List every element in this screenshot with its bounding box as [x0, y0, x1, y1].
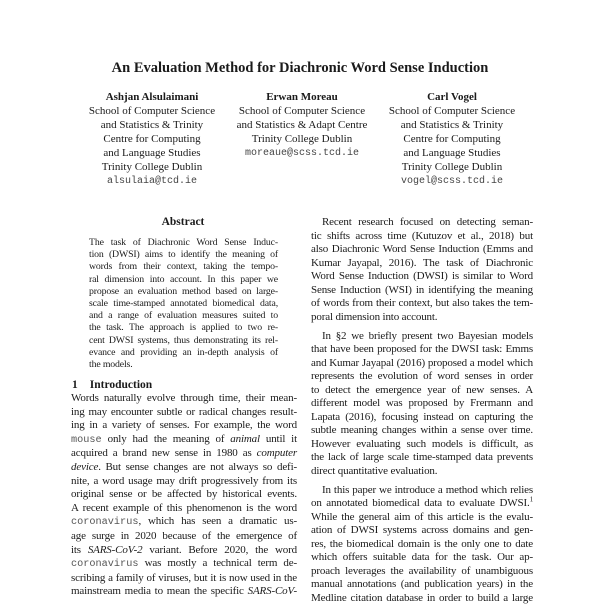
author-name: Erwan Moreau [266, 91, 338, 103]
section-title: Introduction [89, 379, 153, 391]
text-line [311, 243, 533, 257]
text-line [71, 557, 297, 572]
text-run[interactable]: cent DWSI systems, thus demonstrating its rel- [89, 334, 278, 346]
text-run[interactable]: The task of Diachronic Word Sense Induc- [89, 237, 278, 248]
italic-term: SARS-CoV-2 [87, 543, 143, 556]
text-line [89, 347, 278, 359]
text-run[interactable]: represents the evolution of word senses in order [311, 370, 533, 382]
author-affiliation-line: Trinity College Dublin [251, 133, 353, 145]
text-run[interactable]: Word Sense Induction (DWSI) is similar to Word [311, 270, 533, 282]
text-run[interactable]: poral dimension into account. [311, 310, 438, 323]
text-run[interactable]: proach leverages the availability of unambiguous [311, 564, 533, 577]
text-run[interactable]: the task. The approach is applied to two re- [89, 322, 278, 334]
right-column-text [311, 216, 533, 611]
author-affiliation-line: and Statistics & Adapt Centre [236, 119, 368, 131]
text-line [311, 343, 533, 357]
section-heading-introduction [72, 378, 152, 392]
text-line [71, 419, 297, 433]
text-run[interactable]: words from their context, taking the tempo- [89, 261, 278, 273]
text-run[interactable]: age surge in 2020 because of the emergence of [71, 529, 297, 542]
paragraph [311, 216, 533, 324]
abstract-heading: Abstract [161, 216, 205, 228]
code-term: mouse [71, 433, 102, 446]
text-run[interactable]: In §2 we briefly present two Bayesian models [322, 329, 533, 342]
text-line [71, 585, 297, 599]
text-line [89, 274, 278, 286]
author-affiliation-line: School of Computer Science [238, 105, 366, 117]
text-line [311, 357, 533, 371]
text-line [89, 322, 278, 334]
text-line [71, 475, 297, 489]
text-line [71, 572, 297, 586]
author-block [217, 90, 387, 161]
author-email: alsulaia@tcd.ie [106, 176, 197, 187]
paragraph [311, 330, 533, 479]
text-run[interactable]: propose an evaluation method based on large- [89, 285, 278, 297]
author-affiliation-line: School of Computer Science [388, 105, 516, 117]
paper-title: An Evaluation Method for Diachronic Word Sense Induction [111, 60, 489, 76]
text-run[interactable]: that have been proposed for the DWSI task: Emms [311, 343, 533, 355]
text-line [311, 484, 533, 498]
italic-term: computer [256, 447, 297, 460]
author-email: vogel@scss.tcd.ie [400, 176, 504, 187]
text-run[interactable]: its [71, 543, 88, 556]
text-run[interactable]: variant. Before 2020, the word [142, 543, 297, 556]
text-run[interactable]: and a range of evaluation measures suited to [89, 310, 278, 322]
text-line [89, 249, 278, 261]
text-line [71, 461, 297, 475]
text-line [311, 397, 533, 411]
text-run[interactable]: ral dimension into account. In this paper we [89, 273, 278, 285]
text-line [71, 433, 297, 448]
text-line [311, 465, 533, 479]
author-name: Carl Vogel [427, 91, 477, 103]
text-run[interactable]: the lack of large scale time-stamped data prevents [311, 451, 533, 463]
text-line [311, 578, 533, 592]
text-line [311, 592, 533, 606]
text-run[interactable]: tic shifts across time (Kutuzov et al., 2018) but [311, 229, 533, 242]
text-run[interactable]: . But sense changes are not always so defi- [98, 460, 297, 473]
text-line [311, 370, 533, 384]
text-line [311, 257, 533, 271]
author-affiliation-line: and Statistics & Trinity [400, 119, 504, 131]
text-run[interactable]: scale time-stamped annotated biomedical data, [89, 298, 278, 310]
text-run[interactable]: on annotated biomedical data to evaluate DWSI. [311, 497, 530, 509]
text-run[interactable]: original sense or be affected by historical events. [71, 488, 297, 501]
text-line [311, 284, 533, 298]
text-line [311, 411, 533, 425]
text-run[interactable]: nite, a word usage may drift progressively from its [71, 474, 297, 487]
text-line [311, 230, 533, 244]
author-name: Ashjan Alsulaimani [105, 91, 199, 103]
text-line [89, 237, 278, 249]
text-run[interactable]: While the general aim of this article is the evalu- [311, 510, 533, 523]
text-run[interactable]: evance and providing an in-depth analysis of [89, 346, 278, 358]
text-run[interactable]: and Kumar Jayapal (2016) proposed a model which [311, 356, 533, 369]
text-line [311, 216, 533, 230]
text-run[interactable]: tion (DWSI) aims to identify the meaning of [89, 249, 278, 261]
text-line [311, 311, 533, 325]
text-line [311, 451, 533, 465]
text-run[interactable]: However evaluating such models is difficult, as [311, 437, 533, 450]
text-run[interactable]: ing may encounter subtle or radical changes result- [71, 405, 297, 418]
text-run[interactable]: subtle meaning changes within a sense over time. [311, 424, 533, 436]
text-line [311, 438, 533, 452]
text-line [71, 515, 297, 530]
text-run[interactable]: mainstream media to mean the specific [71, 585, 248, 598]
text-run[interactable]: also Diachronic Word Sense Induction (Emms and [311, 243, 533, 255]
text-run[interactable]: A recent example of this phenomenon is the word [71, 501, 297, 514]
text-line [89, 310, 278, 322]
text-run[interactable]: Sense Induction (WSI) in identifying the meaning [311, 283, 533, 296]
author-affiliation-line: and Language Studies [103, 147, 201, 159]
text-run[interactable]: , which has seen a dramatic us- [138, 515, 297, 528]
italic-term: SARS-CoV- [247, 585, 297, 598]
text-line [71, 406, 297, 420]
text-line [89, 261, 278, 273]
text-line [311, 565, 533, 579]
footnote-marker[interactable]: 1 [529, 495, 533, 504]
text-run[interactable]: Recent research focused on detecting seman- [322, 216, 533, 228]
text-run[interactable]: which offers suitable data for the task. Our ap- [311, 551, 533, 563]
text-run[interactable]: manual annotations (and publication years) in the [311, 578, 533, 590]
text-run[interactable]: ation of DWSI systems across domains and gen- [311, 524, 533, 536]
text-run[interactable]: In this paper we introduce a method which relies [322, 483, 533, 496]
text-run[interactable]: was mostly a technical term de- [138, 557, 297, 570]
text-run[interactable]: until it [259, 432, 297, 445]
text-line [71, 447, 297, 461]
text-run[interactable]: only had the meaning of [101, 432, 231, 445]
italic-term: animal [230, 432, 260, 445]
text-line [311, 497, 533, 511]
text-run[interactable]: ing in a variety of senses. For example, the word [71, 419, 297, 432]
section-number: 1 [72, 379, 78, 391]
text-line [311, 424, 533, 438]
text-line [89, 298, 278, 310]
text-line [311, 551, 533, 565]
code-term: coronavirus [71, 516, 139, 529]
text-run[interactable]: direct quantitative evaluation. [311, 464, 438, 477]
paragraph [311, 484, 533, 606]
text-line [71, 530, 297, 544]
author-affiliation-line: Centre for Computing [403, 133, 501, 145]
code-term: coronavirus [71, 558, 139, 571]
introduction-text [71, 392, 297, 599]
text-line [89, 286, 278, 298]
text-run[interactable]: res, the biomedical domain is the only one to date [311, 537, 533, 550]
text-line [71, 502, 297, 516]
text-line [89, 335, 278, 347]
author-block [367, 90, 537, 189]
author-affiliation-line: and Language Studies [403, 147, 501, 159]
text-run[interactable]: to detect the emergence year of new senses. A [311, 383, 533, 396]
text-line [71, 392, 297, 406]
text-line [311, 538, 533, 552]
text-run[interactable]: acquired a brand new sense in 1980 as [71, 447, 257, 460]
text-run[interactable]: the models. [89, 359, 133, 371]
text-run[interactable]: Kumar Jayapal, 2016). The task of Diachronic [311, 256, 533, 269]
author-affiliation-line: Trinity College Dublin [101, 161, 203, 173]
text-line [311, 270, 533, 284]
text-line [311, 524, 533, 538]
text-line [311, 384, 533, 398]
text-line [71, 488, 297, 502]
text-run[interactable]: Lapata (2016), focusing instead on capturing the [311, 410, 533, 423]
author-affiliation-line: Trinity College Dublin [401, 161, 503, 173]
author-block [67, 90, 237, 189]
abstract-text [89, 237, 278, 371]
text-line [71, 544, 297, 558]
author-affiliation-line: and Statistics & Trinity [100, 119, 204, 131]
text-run[interactable]: Words naturally evolve through time, their mean- [71, 392, 297, 404]
author-email: moreaue@scss.tcd.ie [244, 148, 360, 159]
author-affiliation-line: School of Computer Science [88, 105, 216, 117]
author-affiliation-line: Centre for Computing [103, 133, 201, 145]
text-line [89, 359, 278, 371]
text-line [311, 297, 533, 311]
text-line [311, 330, 533, 344]
text-run[interactable]: Medline citation database in order to build a large [311, 591, 533, 604]
text-run[interactable]: scribing a family of viruses, but it is now used in the [71, 571, 297, 584]
text-run[interactable]: of words from their context, but also takes the tem- [311, 297, 533, 309]
italic-term: device [71, 460, 99, 473]
text-line [311, 511, 533, 525]
text-run[interactable]: different model was proposed by Frermann and [311, 397, 533, 409]
